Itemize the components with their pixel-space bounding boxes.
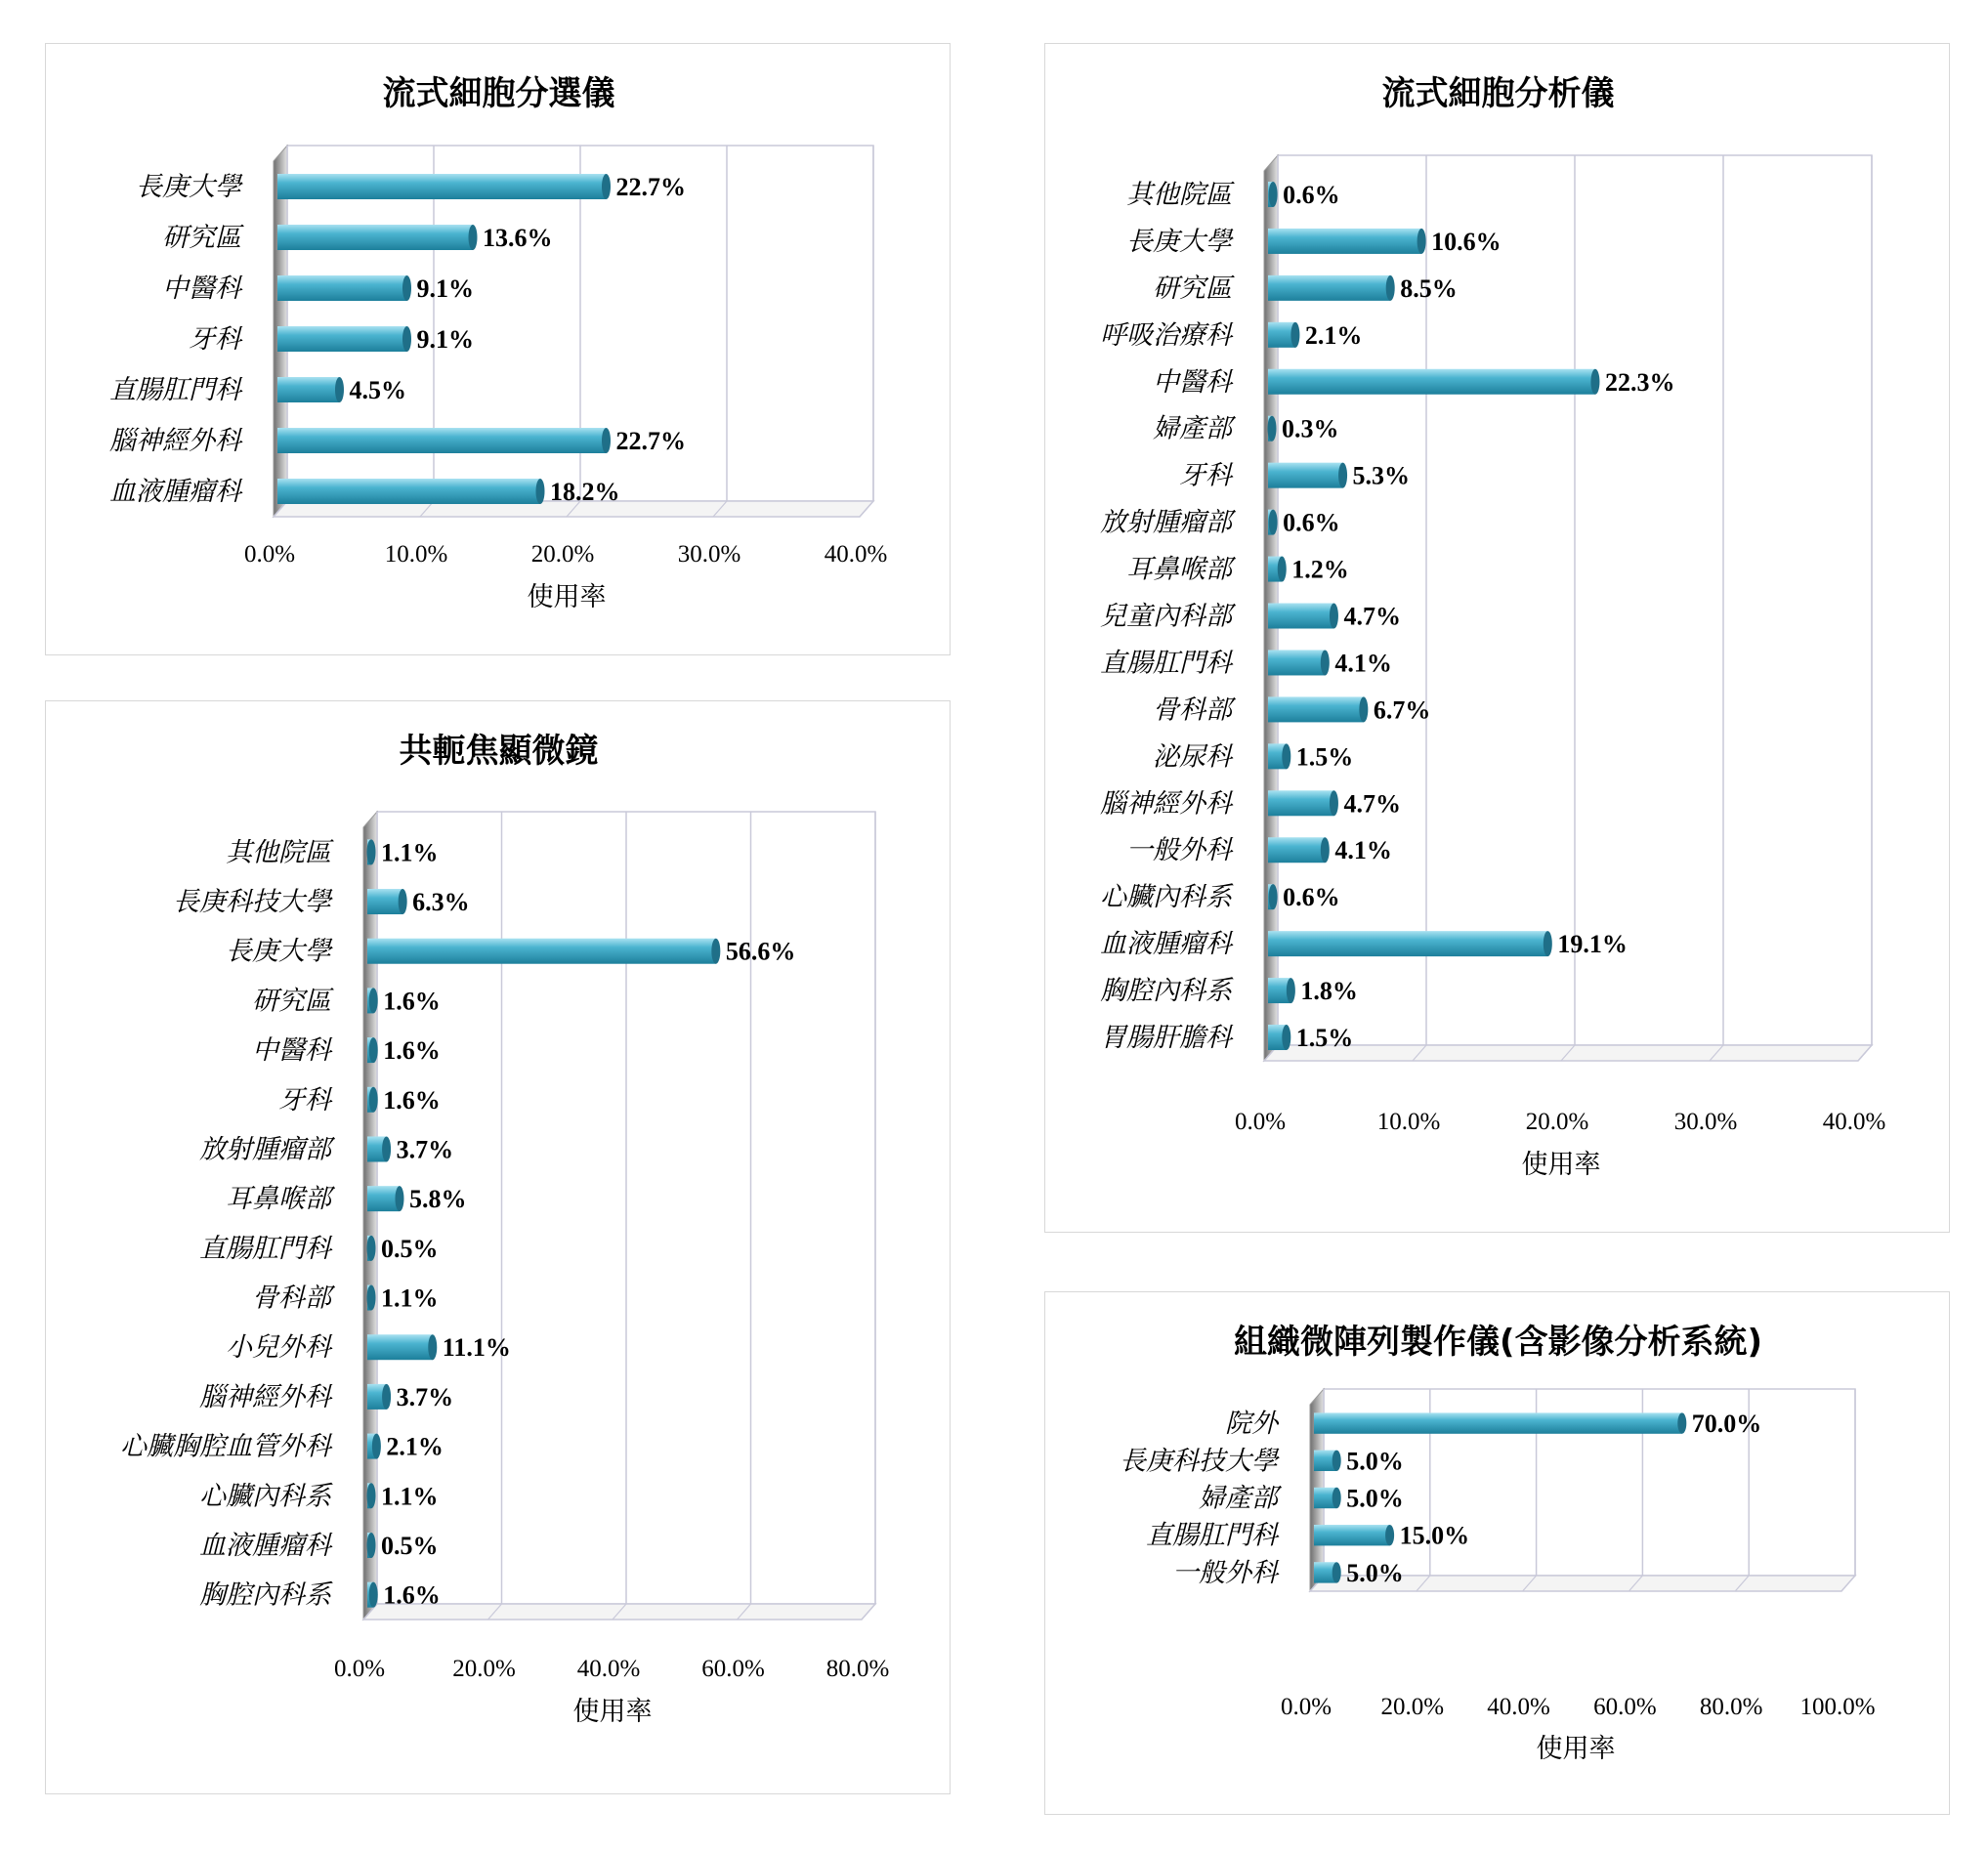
bar-cap	[367, 839, 376, 864]
data-label: 19.1%	[1557, 930, 1628, 959]
bar-cap	[367, 1483, 376, 1508]
bar	[1268, 696, 1364, 722]
category-label: 心臟內科系	[1100, 882, 1232, 913]
bar-cap	[372, 1434, 381, 1459]
bar-cap	[1332, 1488, 1341, 1508]
data-label: 10.6%	[1431, 227, 1502, 256]
bar-cap	[369, 1037, 378, 1063]
bar-cap	[335, 377, 344, 402]
data-label: 1.8%	[1300, 977, 1358, 1006]
category-label: 院外	[1225, 1409, 1278, 1440]
x-axis-label: 使用率	[1521, 1150, 1601, 1180]
category-label: 直腸肛門科	[109, 375, 241, 405]
x-axis-label: 使用率	[1536, 1734, 1616, 1764]
bar-cap	[382, 1136, 391, 1161]
bar	[1268, 369, 1595, 395]
bar-cap	[1332, 1562, 1341, 1582]
data-label: 1.1%	[381, 838, 439, 867]
chart-svg	[1045, 44, 1951, 1234]
category-label: 牙科	[189, 324, 241, 355]
bar-cap	[369, 988, 378, 1013]
data-label: 5.0%	[1346, 1447, 1404, 1476]
x-tick-label: 30.0%	[1673, 1109, 1738, 1135]
bar-cap	[1332, 1451, 1341, 1471]
x-tick-label: 100.0%	[1799, 1694, 1876, 1720]
bar	[367, 939, 716, 964]
data-label: 8.5%	[1400, 274, 1458, 303]
x-tick-label: 40.0%	[1487, 1694, 1550, 1720]
data-label: 22.3%	[1604, 367, 1675, 397]
chart-panel-flow-analyzer	[1044, 43, 1950, 1233]
data-label: 0.5%	[381, 1531, 439, 1560]
x-tick-label: 10.0%	[384, 541, 448, 568]
chart-title: 流式細胞分析儀	[1381, 74, 1615, 113]
x-tick-label: 0.0%	[243, 541, 296, 568]
data-label: 0.6%	[1283, 508, 1340, 537]
x-tick-label: 80.0%	[1699, 1694, 1763, 1720]
x-tick-label: 40.0%	[576, 1656, 641, 1682]
data-label: 1.6%	[383, 1036, 441, 1066]
category-label: 耳鼻喉部	[226, 1184, 331, 1215]
bar	[1268, 229, 1421, 254]
bar-cap	[711, 939, 720, 964]
data-label: 15.0%	[1399, 1521, 1470, 1550]
category-label: 其他院區	[226, 837, 331, 868]
category-label: 呼吸治療科	[1100, 319, 1232, 351]
chart-svg	[46, 701, 952, 1795]
chart-title: 流式細胞分選儀	[382, 74, 615, 113]
chart-panel-confocal	[45, 700, 951, 1794]
category-label: 小兒外科	[226, 1332, 331, 1364]
category-label: 胸腔內科系	[1100, 976, 1232, 1007]
data-label: 4.7%	[1343, 789, 1401, 819]
bar-cap	[1417, 229, 1426, 254]
bar-cap	[1287, 978, 1295, 1003]
bar-cap	[369, 1582, 378, 1608]
bar	[1268, 790, 1333, 816]
bar-cap	[1677, 1412, 1686, 1433]
bar-cap	[1290, 322, 1299, 348]
bar-cap	[395, 1186, 403, 1211]
bar	[1268, 275, 1390, 301]
category-label: 一般外科	[1126, 835, 1232, 866]
data-label: 1.6%	[383, 1085, 441, 1115]
category-label: 耳鼻喉部	[1126, 554, 1232, 585]
data-label: 0.3%	[1282, 414, 1339, 443]
bar-cap	[1282, 743, 1290, 769]
category-label: 直腸肛門科	[1100, 648, 1232, 679]
data-label: 0.5%	[381, 1234, 439, 1263]
chart-title: 組織微陣列製作儀(含影像分析系統)	[1233, 1323, 1763, 1362]
data-label: 1.5%	[1295, 742, 1354, 772]
bar-cap	[469, 225, 478, 250]
bar-cap	[1338, 463, 1347, 488]
x-tick-label: 0.0%	[333, 1656, 386, 1682]
data-label: 5.8%	[408, 1185, 467, 1214]
category-label: 胃腸肝膽科	[1100, 1023, 1232, 1054]
category-label: 其他院區	[1126, 179, 1232, 210]
category-label: 腦神經外科	[1100, 788, 1232, 820]
category-label: 一般外科	[1172, 1557, 1278, 1588]
bar	[367, 1334, 433, 1360]
data-label: 1.6%	[383, 987, 441, 1016]
category-label: 婦產部	[1199, 1483, 1278, 1514]
category-label: 婦產部	[1153, 413, 1232, 444]
bar	[1268, 931, 1547, 956]
x-axis-label: 使用率	[527, 582, 607, 612]
data-label: 1.6%	[383, 1580, 441, 1610]
data-label: 1.1%	[381, 1482, 439, 1511]
bar-cap	[1268, 416, 1277, 442]
category-label: 長庚大學	[226, 936, 331, 967]
bar-cap	[1282, 1025, 1290, 1050]
data-label: 70.0%	[1691, 1410, 1762, 1439]
category-label: 胸腔內科系	[199, 1579, 331, 1611]
bar-cap	[1269, 182, 1278, 207]
chart-panel-tissue-microarray	[1044, 1291, 1950, 1815]
category-label: 直腸肛門科	[1146, 1520, 1278, 1551]
x-tick-label: 30.0%	[677, 541, 741, 568]
category-label: 骨科部	[252, 1283, 331, 1314]
category-label: 腦神經外科	[199, 1381, 331, 1412]
bar-cap	[1330, 790, 1338, 816]
bar-cap	[402, 326, 411, 352]
data-label: 13.6%	[483, 224, 553, 252]
data-label: 3.7%	[396, 1382, 454, 1411]
data-label: 4.1%	[1334, 649, 1392, 678]
data-label: 1.2%	[1291, 555, 1349, 584]
category-label: 腦神經外科	[109, 426, 241, 456]
bar-cap	[1359, 696, 1368, 722]
category-label: 放射腫瘤部	[199, 1134, 331, 1165]
data-label: 18.2%	[550, 478, 620, 506]
bar-cap	[1269, 884, 1278, 909]
bar-cap	[1590, 369, 1599, 395]
chart-title: 共軛焦顯微鏡	[399, 732, 599, 771]
bar-cap	[402, 275, 411, 301]
bar-cap	[367, 1236, 376, 1261]
category-label: 研究區	[252, 986, 331, 1017]
category-label: 心臟內科系	[199, 1481, 331, 1512]
x-tick-label: 0.0%	[1234, 1109, 1287, 1135]
bar-cap	[602, 428, 611, 453]
bar-cap	[367, 1533, 376, 1558]
x-tick-label: 20.0%	[1525, 1109, 1589, 1135]
x-tick-label: 60.0%	[701, 1656, 765, 1682]
bar	[277, 275, 407, 301]
x-tick-label: 40.0%	[824, 541, 888, 568]
category-label: 長庚科技大學	[1120, 1446, 1278, 1477]
data-label: 9.1%	[416, 325, 474, 354]
data-label: 2.1%	[1304, 320, 1363, 350]
bar-cap	[367, 1285, 376, 1311]
bar-cap	[602, 174, 611, 199]
bar-cap	[428, 1334, 437, 1360]
category-label: 研究區	[162, 223, 241, 253]
data-label: 22.7%	[615, 173, 686, 201]
bar	[277, 225, 473, 250]
bar-cap	[1321, 837, 1330, 863]
x-tick-label: 80.0%	[825, 1656, 890, 1682]
chart-svg	[46, 44, 952, 656]
data-label: 0.6%	[1283, 180, 1340, 209]
bar-cap	[1269, 510, 1278, 535]
data-label: 4.7%	[1343, 602, 1401, 631]
x-tick-label: 10.0%	[1376, 1109, 1441, 1135]
data-label: 0.6%	[1283, 883, 1340, 912]
bar	[1314, 1525, 1390, 1545]
bar-cap	[1544, 931, 1552, 956]
bar	[367, 1186, 400, 1211]
bar	[1268, 604, 1333, 629]
chart-svg	[1045, 1292, 1951, 1816]
bar	[277, 326, 407, 352]
category-label: 牙科	[1179, 460, 1232, 491]
bar-cap	[382, 1384, 391, 1410]
category-label: 長庚大學	[1126, 226, 1232, 257]
bar	[1268, 837, 1325, 863]
bar	[277, 174, 607, 199]
data-label: 9.1%	[416, 274, 474, 303]
category-label: 中醫科	[162, 274, 241, 304]
chart-panel-flow-sorter	[45, 43, 951, 655]
category-label: 骨科部	[1153, 694, 1232, 726]
category-label: 研究區	[1153, 273, 1232, 304]
data-label: 4.5%	[349, 376, 406, 404]
x-tick-label: 20.0%	[452, 1656, 516, 1682]
bar	[1268, 650, 1325, 675]
bar-cap	[536, 479, 545, 504]
x-tick-label: 20.0%	[1380, 1694, 1445, 1720]
category-label: 牙科	[278, 1084, 331, 1115]
data-label: 6.3%	[412, 888, 470, 917]
bar	[277, 428, 607, 453]
data-label: 5.0%	[1346, 1484, 1404, 1513]
bar	[277, 479, 540, 504]
category-label: 血液腫瘤科	[109, 477, 241, 507]
data-label: 1.1%	[381, 1284, 439, 1313]
category-label: 長庚科技大學	[173, 887, 331, 918]
category-label: 中醫科	[1153, 366, 1232, 398]
x-tick-label: 0.0%	[1280, 1694, 1332, 1720]
category-label: 兒童內科部	[1100, 601, 1232, 632]
data-label: 2.1%	[386, 1432, 444, 1461]
data-label: 6.7%	[1373, 695, 1431, 725]
data-label: 5.3%	[1352, 461, 1411, 490]
x-tick-label: 60.0%	[1593, 1694, 1657, 1720]
bar-cap	[1385, 1525, 1394, 1545]
data-label: 5.0%	[1346, 1558, 1404, 1587]
data-label: 56.6%	[725, 937, 796, 966]
data-label: 3.7%	[396, 1135, 454, 1164]
x-tick-label: 20.0%	[530, 541, 595, 568]
bar-cap	[1330, 604, 1338, 629]
category-label: 放射腫瘤部	[1100, 507, 1232, 538]
bar	[367, 889, 402, 914]
data-label: 22.7%	[615, 427, 686, 455]
category-label: 血液腫瘤科	[199, 1530, 331, 1561]
category-label: 直腸肛門科	[199, 1233, 331, 1264]
bar-cap	[1386, 275, 1395, 301]
x-tick-label: 40.0%	[1822, 1109, 1886, 1135]
data-label: 4.1%	[1334, 836, 1392, 865]
bar	[277, 377, 340, 402]
category-label: 泌尿科	[1153, 741, 1232, 773]
data-label: 11.1%	[442, 1333, 511, 1363]
category-label: 心臟胸腔血管外科	[120, 1431, 331, 1462]
data-label: 1.5%	[1295, 1024, 1354, 1053]
bar-cap	[1321, 650, 1330, 675]
category-label: 中醫科	[252, 1035, 331, 1067]
bar	[1314, 1412, 1682, 1433]
category-label: 長庚大學	[136, 172, 241, 202]
x-axis-label: 使用率	[572, 1697, 653, 1727]
bar-cap	[369, 1087, 378, 1113]
bar-cap	[1278, 557, 1287, 582]
category-label: 血液腫瘤科	[1100, 929, 1232, 960]
bar	[1268, 463, 1343, 488]
bar-cap	[399, 889, 407, 914]
